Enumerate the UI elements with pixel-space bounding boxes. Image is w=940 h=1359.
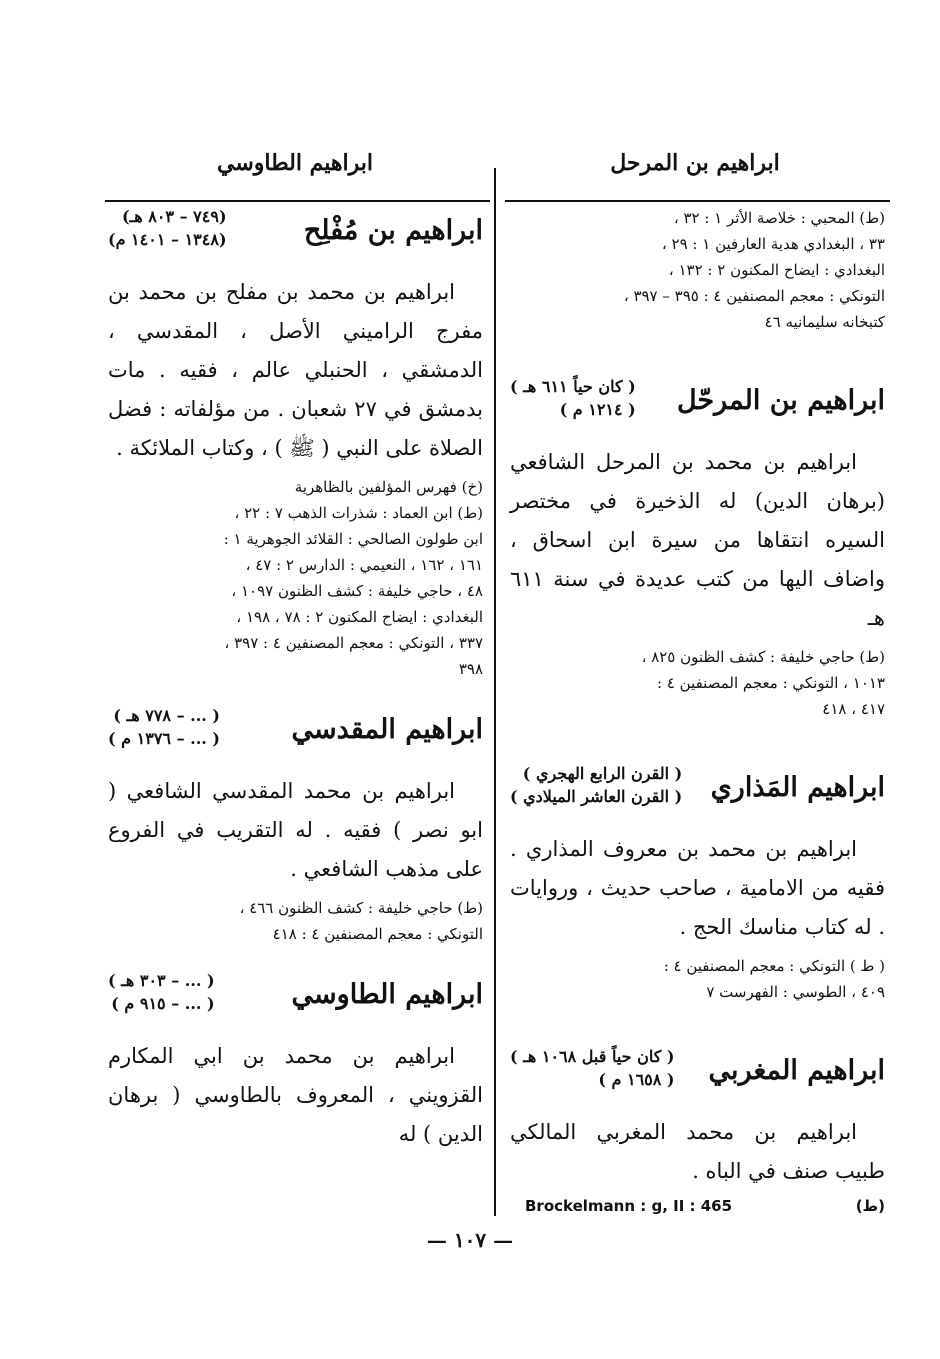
- hijri-date: ( ... – ٣٠٣ هـ ): [108, 971, 215, 990]
- entry-body: ابراهيم بن محمد المقدسي الشافعي ( ابو نصر ) فقيه . له التقريب في الفروع على مذهب الشافعي .: [108, 779, 483, 881]
- entry-title: ابراهيم المغربي: [708, 1055, 885, 1086]
- reference-line: التونكي : معجم المصنفين ٤ : ٣٩٥ – ٣٩٧ ،: [623, 287, 885, 305]
- entry-heading: [510, 375, 885, 439]
- bibliography-source: Brockelmann : g, II : 465: [525, 1197, 733, 1215]
- header-rule-left: [105, 200, 490, 202]
- entry-title: ابراهيم بن مُفْلِح: [303, 215, 483, 246]
- spacer: [510, 335, 885, 375]
- entry-references: [108, 895, 483, 947]
- spacer: [510, 722, 885, 762]
- entry-dates: [108, 969, 215, 1015]
- reference-line: ٣٣ ، البغدادي هدية العارفين ١ : ٢٩ ،: [661, 235, 885, 253]
- entry-heading: [108, 969, 483, 1033]
- header-rule-right: [505, 200, 890, 202]
- reference-line: ٤١٧ ، ٤١٨: [822, 700, 885, 718]
- hijri-date: ( كان حياً قبل ١٠٦٨ هـ ): [510, 1047, 675, 1066]
- entry-dates: [108, 704, 220, 750]
- entry-ibn-muflih: [108, 205, 483, 682]
- reference-line: ٣٣٧ ، التونكي : معجم المصنفين ٤ : ٣٩٧ ،: [224, 634, 483, 652]
- reference-line: (خ) فهرس المؤلفين بالظاهرية: [294, 478, 483, 496]
- spacer: [108, 947, 483, 969]
- spacer: [108, 682, 483, 704]
- left-column: [108, 205, 483, 1160]
- entry-dates: [510, 375, 636, 421]
- reference-line: البغدادي : ايضاح المكنون ٢ : ١٣٢ ،: [668, 261, 885, 279]
- spacer: [510, 1005, 885, 1045]
- reference-line: (ط) حاجي خليفة : كشف الظنون ٤٦٦ ،: [239, 899, 483, 917]
- entry-dates: [510, 762, 682, 808]
- entry-references: [510, 644, 885, 722]
- hijri-date: ( كان حياً ٦١١ هـ ): [510, 377, 636, 396]
- entry-body: ابراهيم بن محمد المغربي المالكي طبيب صنف في الباه .: [510, 1120, 885, 1183]
- page-number: — ١٠٧ —: [426, 1228, 514, 1252]
- reference-line: التونكي : معجم المصنفين ٤ : ٤١٨: [272, 925, 483, 943]
- bibliography-line: [525, 1197, 885, 1215]
- entry-al-madhari: [510, 762, 885, 1005]
- entry-al-maghribi: [510, 1045, 885, 1215]
- entry-body: ابراهيم بن محمد بن المرحل الشافعي (برهان الدين) له الذخيرة في مختصر السيره انتقاها من سيرة ابن اسحاق ، واضاف اليها من كتب عديدة في سنة ٦١١ هـ: [510, 450, 885, 630]
- entry-body: ابراهيم بن محمد بن ابي المكارم القزويني ، المعروف بالطاوسي ( برهان الدين ) له: [108, 1044, 483, 1146]
- right-column: [510, 205, 885, 1215]
- reference-line: ١٠١٣ ، التونكي : معجم المصنفين ٤ :: [656, 674, 885, 692]
- entry-heading: [108, 704, 483, 768]
- hijri-date: (٧٤٩ – ٨٠٣ هـ): [121, 207, 227, 226]
- gregorian-date: ( ... – ٩١٥ م ): [111, 994, 215, 1013]
- reference-line: (ط) ابن العماد : شذرات الذهب ٧ : ٢٢ ،: [234, 504, 483, 522]
- entry-dates: [108, 205, 227, 251]
- top-references: [510, 205, 885, 335]
- entry-heading: [108, 205, 483, 269]
- entry-body: ابراهيم بن محمد بن مفلح بن محمد بن مفرج الراميني الأصل ، المقدسي ، الدمشقي ، الحنبلي عالم ، فقيه . مات بدمشق في ٢٧ شعبان . من مؤلفاته : فضل الصلاة على النبي ( ﷺ ) ، وكتاب الملائكة .: [108, 280, 483, 460]
- running-header-right: ابراهيم بن المرحل: [610, 150, 780, 176]
- entry-title: ابراهيم المَذاري: [710, 772, 885, 803]
- entry-ibn-al-murahhal: [510, 375, 885, 722]
- entry-al-maqdisi: [108, 704, 483, 947]
- hijri-date: ( القرن الرابع الهجري ): [522, 764, 683, 783]
- gregorian-date: ( ١٢١٤ م ): [559, 400, 636, 419]
- reference-line: (ط) حاجي خليفة : كشف الظنون ٨٢٥ ،: [641, 648, 885, 666]
- entry-heading: [510, 1045, 885, 1109]
- entry-body: ابراهيم بن محمد بن معروف المذاري . فقيه من الامامية ، صاحب حديث ، وروايات . له كتاب مناسك الحج .: [510, 837, 885, 939]
- gregorian-date: ( ... – ١٣٧٦ م ): [108, 729, 220, 748]
- hijri-date: ( ... – ٧٧٨ هـ ): [113, 706, 220, 725]
- reference-line: البغدادي : ايضاح المكنون ٢ : ٧٨ ، ١٩٨ ،: [236, 608, 483, 626]
- column-divider: [494, 168, 496, 1216]
- reference-line: ١٦١ ، ١٦٢ ، النعيمي : الدارس ٢ : ٤٧ ،: [245, 556, 483, 574]
- entry-title: ابراهيم بن المرحّل: [676, 385, 885, 416]
- reference-line: ٤٨ ، حاجي خليفة : كشف الظنون ١٠٩٧ ،: [231, 582, 483, 600]
- bibliography-label: (ط): [855, 1197, 885, 1215]
- gregorian-date: ( ١٦٥٨ م ): [598, 1070, 675, 1089]
- reference-line: ابن طولون الصالحي : القلائد الجوهرية ١ :: [223, 530, 483, 548]
- entry-title: ابراهيم الطاوسي: [291, 979, 483, 1010]
- entry-heading: [510, 762, 885, 826]
- entry-al-tawusi: [108, 969, 483, 1154]
- entry-references: [108, 474, 483, 682]
- gregorian-date: (١٣٤٨ – ١٤٠١ م): [108, 230, 227, 249]
- reference-line: ( ط ) التونكي : معجم المصنفين ٤ :: [663, 957, 885, 975]
- entry-references: [510, 953, 885, 1005]
- gregorian-date: ( القرن العاشر الميلادي ): [510, 787, 683, 806]
- reference-line: (ط) المحبي : خلاصة الأثر ١ : ٣٢ ،: [673, 209, 885, 227]
- entry-title: ابراهيم المقدسي: [291, 714, 483, 745]
- entry-dates: [510, 1045, 675, 1091]
- running-header-left: ابراهيم الطاوسي: [217, 150, 373, 176]
- reference-line: ٣٩٨: [458, 660, 483, 678]
- reference-line: ٤٠٩ ، الطوسي : الفهرست ٧: [706, 983, 885, 1001]
- reference-line: كتبخانه سليمانيه ٤٦: [764, 313, 885, 331]
